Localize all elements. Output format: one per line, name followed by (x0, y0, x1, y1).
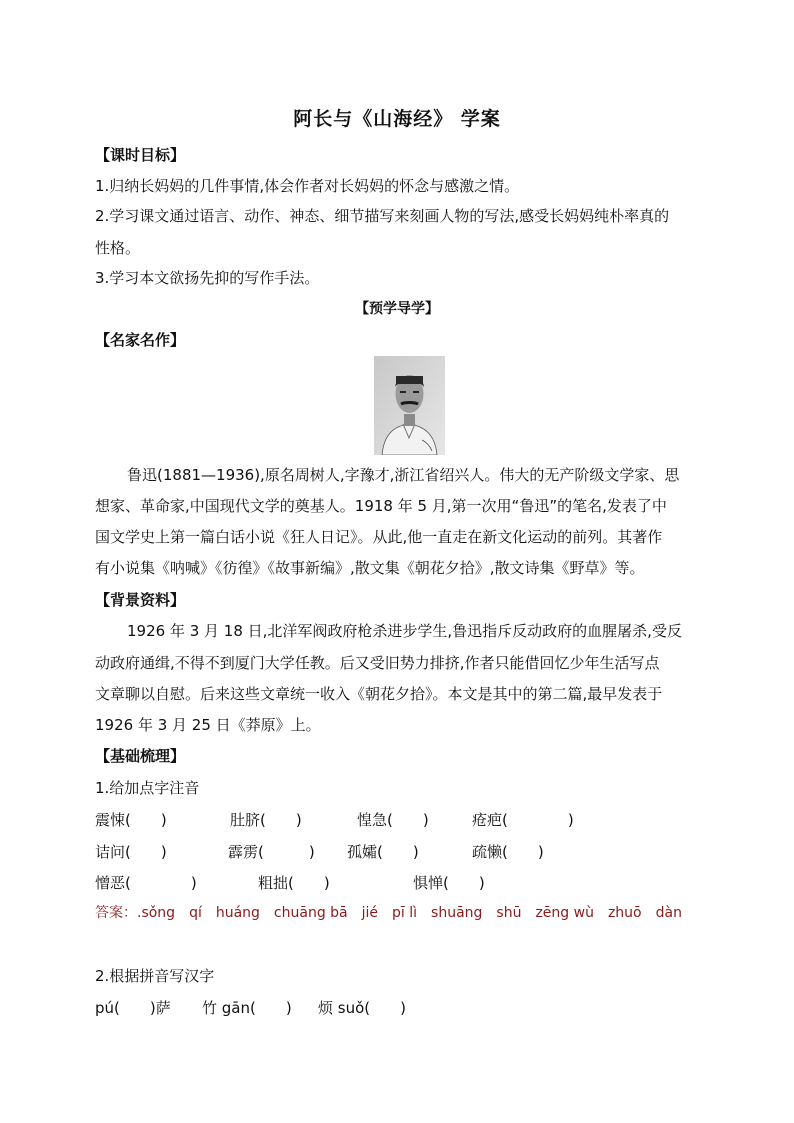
q1-item: 诘问( ) (95, 843, 167, 861)
background-para-line-4: 1926 年 3 月 25 日《莽原》上。 (95, 716, 321, 734)
q1-item: 疮疤( ) (472, 811, 574, 829)
background-para-line-1: 1926 年 3 月 18 日,北洋军阀政府枪杀进步学生,鲁迅指斥反动政府的血腥屠杀,受反 (127, 622, 682, 640)
question-1-label: 1.给加点字注音 (95, 779, 200, 797)
question-1-answer: 答案：.sǒng qí huáng chuāng bā jié pī lì shuāng shū zēng wù zhuō dàn (95, 905, 682, 921)
objectives-heading: 【课时目标】 (95, 146, 186, 164)
q1-item: 霹雳( ) (228, 843, 315, 861)
background-para-line-3: 文章聊以自慰。后来这些文章统一收入《朝花夕拾》。本文是其中的第二篇,最早发表于 (95, 685, 663, 703)
document-title: 阿长与《山海经》 学案 (293, 108, 501, 130)
objective-line-2: 2.学习课文通过语言、动作、神态、细节描写来刻画人物的写法,感受长妈妈纯朴率真的 (95, 207, 670, 225)
q1-item: 粗拙( ) (258, 874, 330, 892)
author-portrait (374, 356, 445, 455)
q1-item: 震悚( ) (95, 811, 167, 829)
preview-heading: 【预学导学】 (355, 301, 439, 317)
author-para-line-1: 鲁迅(1881—1936),原名周树人,字豫才,浙江省绍兴人。伟大的无产阶级文学家、思 (127, 466, 680, 484)
q1-item: 孤孀( ) (347, 843, 419, 861)
author-heading: 【名家名作】 (95, 331, 186, 349)
objective-line-1: 1.归纳长妈妈的几件事情,体会作者对长妈妈的怀念与感激之情。 (95, 177, 520, 195)
q1-item: 肚脐( ) (230, 811, 302, 829)
basics-heading: 【基础梳理】 (95, 747, 186, 765)
question-2-label: 2.根据拼音写汉字 (95, 967, 215, 985)
q2-item: pú( )萨 (95, 999, 171, 1017)
author-para-line-3: 国文学史上第一篇白话小说《狂人日记》。从此,他一直走在新文化运动的前列。其著作 (95, 528, 663, 546)
q2-item: 竹 gān( ) (202, 999, 292, 1017)
author-para-line-4: 有小说集《呐喊》《彷徨》《故事新编》,散文集《朝花夕拾》,散文诗集《野草》等。 (95, 559, 645, 577)
objective-line-2-cont: 性格。 (95, 239, 141, 257)
objective-line-3: 3.学习本文欲扬先抑的写作手法。 (95, 269, 320, 287)
background-para-line-2: 动政府通缉,不得不到厦门大学任教。后又受旧势力排挤,作者只能借回忆少年生活写点 (95, 654, 660, 672)
q1-item: 惧惮( ) (413, 874, 485, 892)
q1-item: 憎恶( ) (95, 874, 197, 892)
portrait-image (374, 356, 445, 455)
author-para-line-2: 想家、革命家,中国现代文学的奠基人。1918 年 5 月,第一次用“鲁迅”的笔名,发表了中 (95, 497, 667, 515)
background-heading: 【背景资料】 (95, 591, 186, 609)
q2-item: 烦 suǒ( ) (318, 999, 406, 1017)
q1-item: 惶急( ) (357, 811, 429, 829)
q1-item: 疏懒( ) (472, 843, 544, 861)
